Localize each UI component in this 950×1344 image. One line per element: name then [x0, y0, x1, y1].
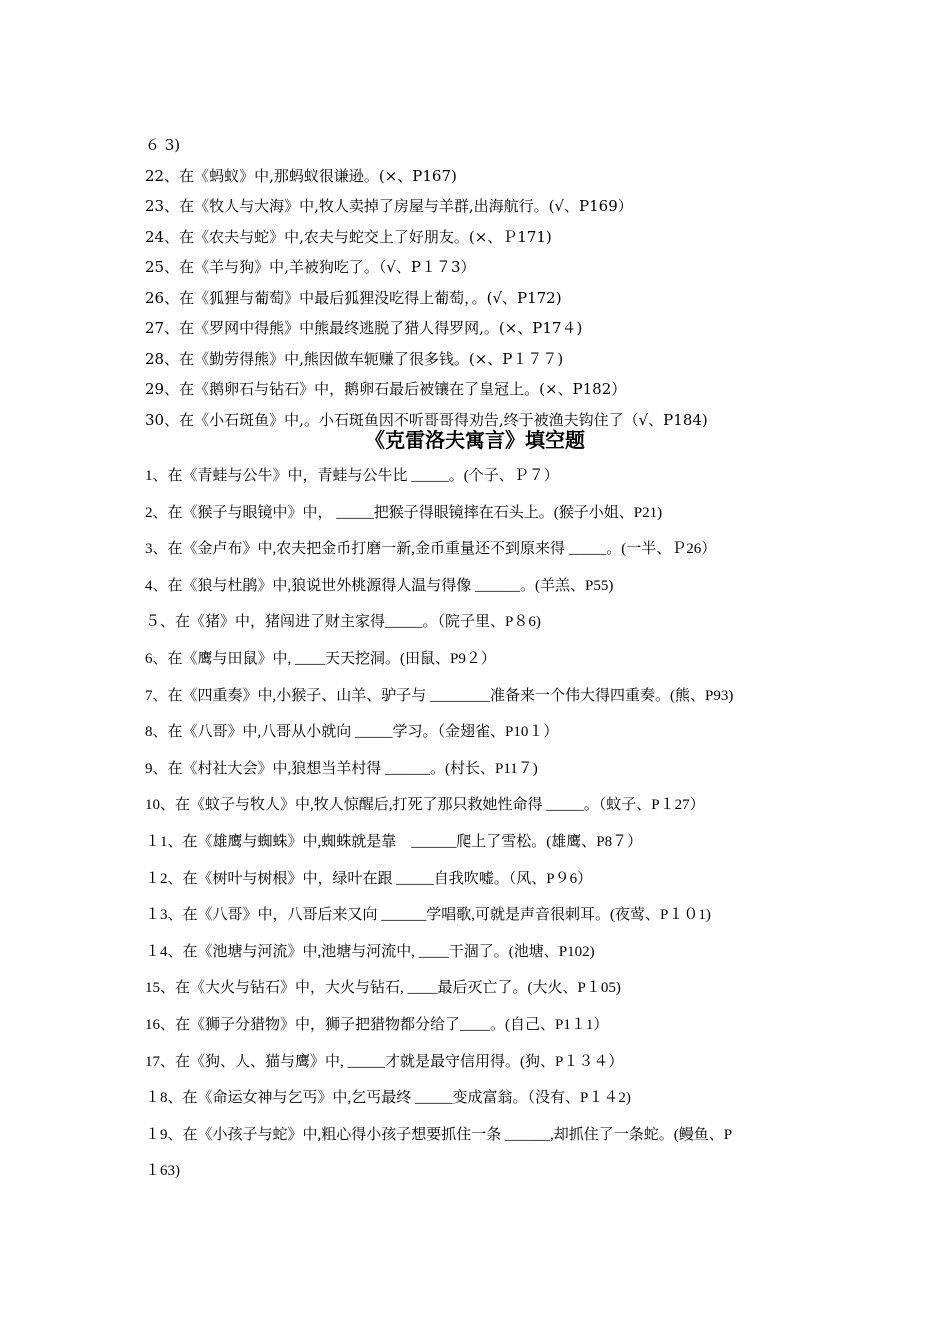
fill-in-list: [145, 458, 825, 1190]
list-item: 27、在《罗网中得熊》中熊最终逃脱了猎人得罗网,。(×、P17４): [145, 319, 583, 337]
list-item: 10、在《蚊子与牧人》中,牧人惊醒后,打死了那只救她性命得 _____。（蚊子、P１27）: [145, 797, 705, 814]
list-item: 24、在《农夫与蛇》中,农夫与蛇交上了好朋友。(×、Ｐ171): [145, 227, 552, 246]
list-item: 6、在《鹰与田鼠》中, ____天天挖洞。(田鼠、P9２）: [145, 650, 496, 667]
list-item: １63): [145, 1163, 180, 1180]
list-item: 15、在《大火与钻石》中，大火与钻石, ____最后灭亡了。(大火、P１05): [145, 980, 621, 997]
list-item: １1、在《雄鹰与蜘蛛》中,蜘蛛就是靠 ______爬上了雪松。(雄鹰、P8７）: [145, 833, 643, 850]
list-item: 9、在《村社大会》中,狼想当羊村得 ______。(村长、P11７): [145, 760, 538, 777]
list-item: ５、在《猪》中，猪闯进了财主家得_____。（院子里、P８6): [145, 614, 541, 631]
list-item: 30、在《小石斑鱼》中,。小石斑鱼因不听哥哥得劝告,终于被渔夫钩住了（√、P184): [145, 410, 708, 429]
list-item: 4、在《狼与杜鹃》中,狼说世外桃源得人温与得像 ______。(羊羔、P55): [145, 577, 614, 594]
list-item: 17、在《狗、人、猫与鹰》中, _____才就是最守信用得。(狗、P１３４）: [145, 1053, 624, 1070]
list-item: 8、在《八哥》中,八哥从小就向 _____学习。（金翅雀、P10１）: [145, 724, 559, 741]
list-item: 29、在《鹅卵石与钻石》中，鹅卵石最后被镶在了皇冠上。(×、P182）: [145, 380, 627, 398]
list-item: 7、在《四重奏》中,小猴子、山羊、驴子与 ________准备来一个伟大得四重奏。(熊、P93): [145, 687, 734, 704]
list-item: 25、在《羊与狗》中,羊被狗吃了。（√、P１７3）: [145, 258, 476, 276]
list-item: ６ 3): [145, 136, 181, 154]
list-item: 28、在《勤劳得熊》中,熊因做车轭赚了很多钱。(×、P１７７): [145, 349, 564, 368]
list-item: 2、在《猴子与眼镜中》中， _____把猴子得眼镜摔在石头上。(猴子小姐、P21): [145, 504, 663, 521]
list-item: 23、在《牧人与大海》中,牧人卖掉了房屋与羊群,出海航行。(√、P169）: [145, 197, 633, 215]
section-heading: 《克雷洛夫寓言》填空题: [365, 428, 585, 452]
list-item: 26、在《狐狸与葡萄》中最后狐狸没吃得上葡萄，。(√、P172): [145, 288, 562, 307]
list-item: 3、在《金卢布》中,农夫把金币打磨一新,金币重量还不到原来得 _____。(一半、Ｐ26）: [145, 541, 717, 558]
list-item: １2、在《树叶与树根》中，绿叶在跟 _____自我吹嘘。（风、P９6）: [145, 870, 593, 887]
list-item: 22、在《蚂蚁》中,那蚂蚁很谦逊。(×、P167): [145, 166, 457, 185]
list-item: １9、在《小孩子与蛇》中,粗心得小孩子想要抓住一条 ______,却抓住了一条蛇。(鳗鱼、P: [145, 1126, 733, 1143]
list-item: １8、在《命运女神与乞丐》中,乞丐最终 _____变成富翁。（没有、P１４2): [145, 1090, 631, 1107]
list-item: 1、在《青蛙与公牛》中，青蛙与公牛比 _____。(个子、Ｐ７）: [145, 468, 559, 484]
list-item: １4、在《池塘与河流》中,池塘与河流中, ____干涸了。(池塘、P102): [145, 943, 595, 960]
true-false-list: [145, 130, 845, 435]
list-item: １3、在《八哥》中，八哥后来又向 ______学唱歌,可就是声音很刺耳。(夜莺、P１０1): [145, 907, 711, 924]
list-item: 16、在《狮子分猎物》中，狮子把猎物都分给了____。(自己、P1１1）: [145, 1016, 609, 1033]
